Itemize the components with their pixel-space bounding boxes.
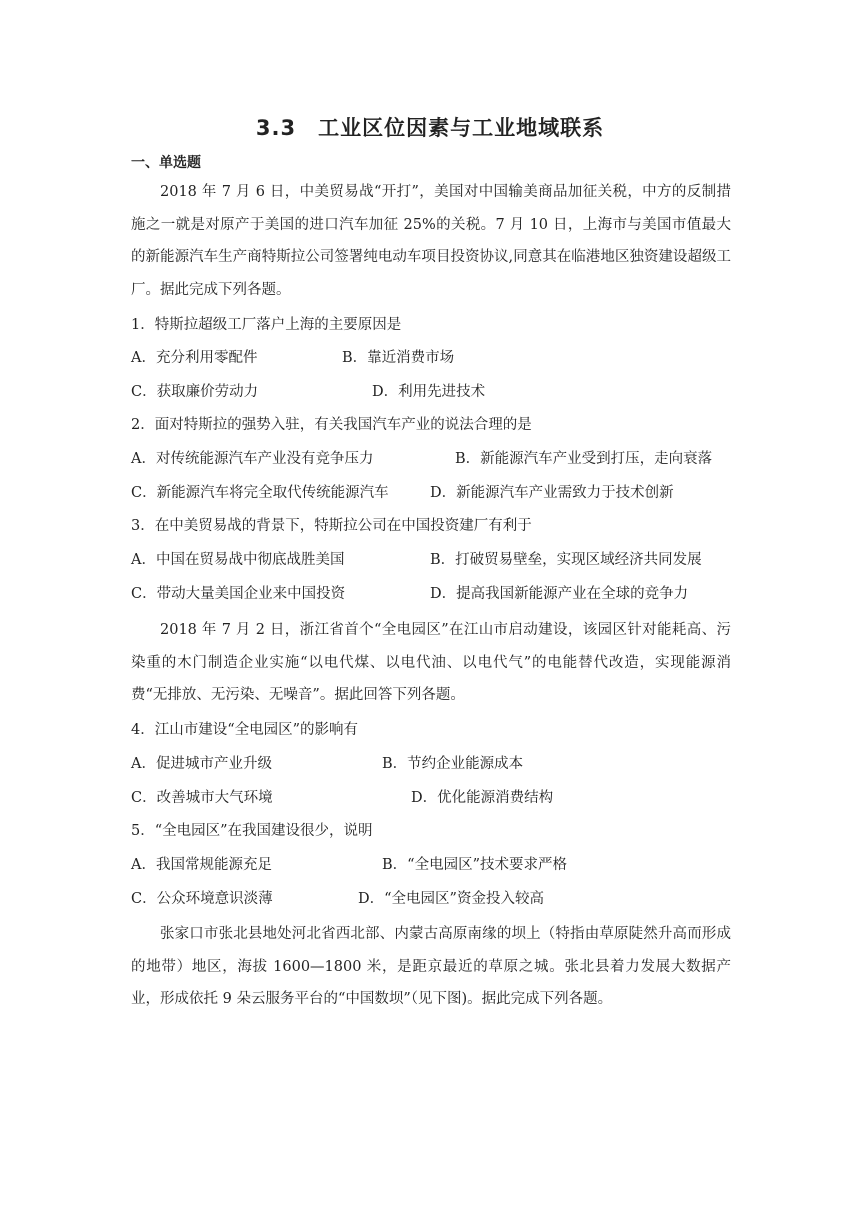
question-3-option-b: B．打破贸易壁垒，实现区域经济共同发展	[430, 552, 702, 568]
question-5-option-c: C．公众环境意识淡薄	[131, 891, 273, 907]
question-3-option-a: A．中国在贸易战中彻底战胜美国	[131, 552, 345, 568]
question-2-stem: 2．面对特斯拉的强势入驻，有关我国汽车产业的说法合理的是	[131, 417, 532, 433]
question-3-option-c: C．带动大量美国企业来中国投资	[131, 586, 346, 602]
question-1-option-a: A．充分利用零配件	[131, 350, 258, 366]
question-2-option-c: C．新能源汽车将完全取代传统能源汽车	[131, 485, 389, 501]
question-4-option-a: A．促进城市产业升级	[131, 756, 272, 772]
question-4-stem: 4．江山市建设“全电园区”的影响有	[131, 722, 359, 738]
question-4-option-c: C．改善城市大气环境	[131, 790, 273, 806]
passage-2: 2018 年 7 月 2 日，浙江省首个“全电园区”在江山市启动建设，该园区针对能耗高、污染重的木门制造企业实施“以电代煤、以电代油、以电代气”的电能替代改造，实现能源消费“无排放、无污染、无噪音”。据此回答下列各题。	[131, 622, 731, 703]
question-4-option-d: D．优化能源消费结构	[411, 790, 554, 806]
section-heading: 一、单选题	[131, 155, 201, 171]
question-2-option-b: B．新能源汽车产业受到打压，走向衰落	[455, 451, 713, 467]
question-5-option-a: A．我国常规能源充足	[131, 857, 272, 873]
question-2-option-a: A．对传统能源汽车产业没有竞争压力	[131, 451, 374, 467]
question-2-option-d: D．新能源汽车产业需致力于技术创新	[430, 485, 674, 501]
question-3-stem: 3．在中美贸易战的背景下，特斯拉公司在中国投资建厂有利于	[131, 518, 532, 534]
question-5-option-d: D．“全电园区”资金投入较高	[358, 891, 544, 907]
question-5-option-b: B．“全电园区”技术要求严格	[382, 857, 567, 873]
question-1-option-c: C．获取廉价劳动力	[131, 384, 259, 400]
passage-3: 张家口市张北县地处河北省西北部、内蒙古高原南缘的坝上（特指由草原陡然升高而形成的地带）地区，海拔 1600—1800 米，是距京最近的草原之城。张北县着力发展大数据产业，形成依托 9 朵云服务平台的“中国数坝”（见下图)。据此完成下列各题。	[131, 926, 731, 1007]
question-1-option-b: B．靠近消费市场	[342, 350, 455, 366]
question-5-stem: 5．“全电园区”在我国建设很少，说明	[131, 823, 373, 839]
question-3-option-d: D．提高我国新能源产业在全球的竞争力	[430, 586, 689, 602]
question-1-option-d: D．利用先进技术	[372, 384, 486, 400]
passage-1: 2018 年 7 月 6 日，中美贸易战“开打”，美国对中国输美商品加征关税，中方的反制措施之一就是对原产于美国的进口汽车加征 25%的关税。7 月 10 日，上海市与美国市值最大的新能源汽车生产商特斯拉公司签署纯电动车项目投资协议,同意其在临港地区独资建设超级工厂。据此完成下列各题。	[131, 184, 731, 298]
question-4-option-b: B．节约企业能源成本	[382, 756, 524, 772]
question-1-stem: 1．特斯拉超级工厂落户上海的主要原因是	[131, 317, 402, 333]
document-title: 3.3 工业区位因素与工业地域联系	[255, 116, 605, 140]
